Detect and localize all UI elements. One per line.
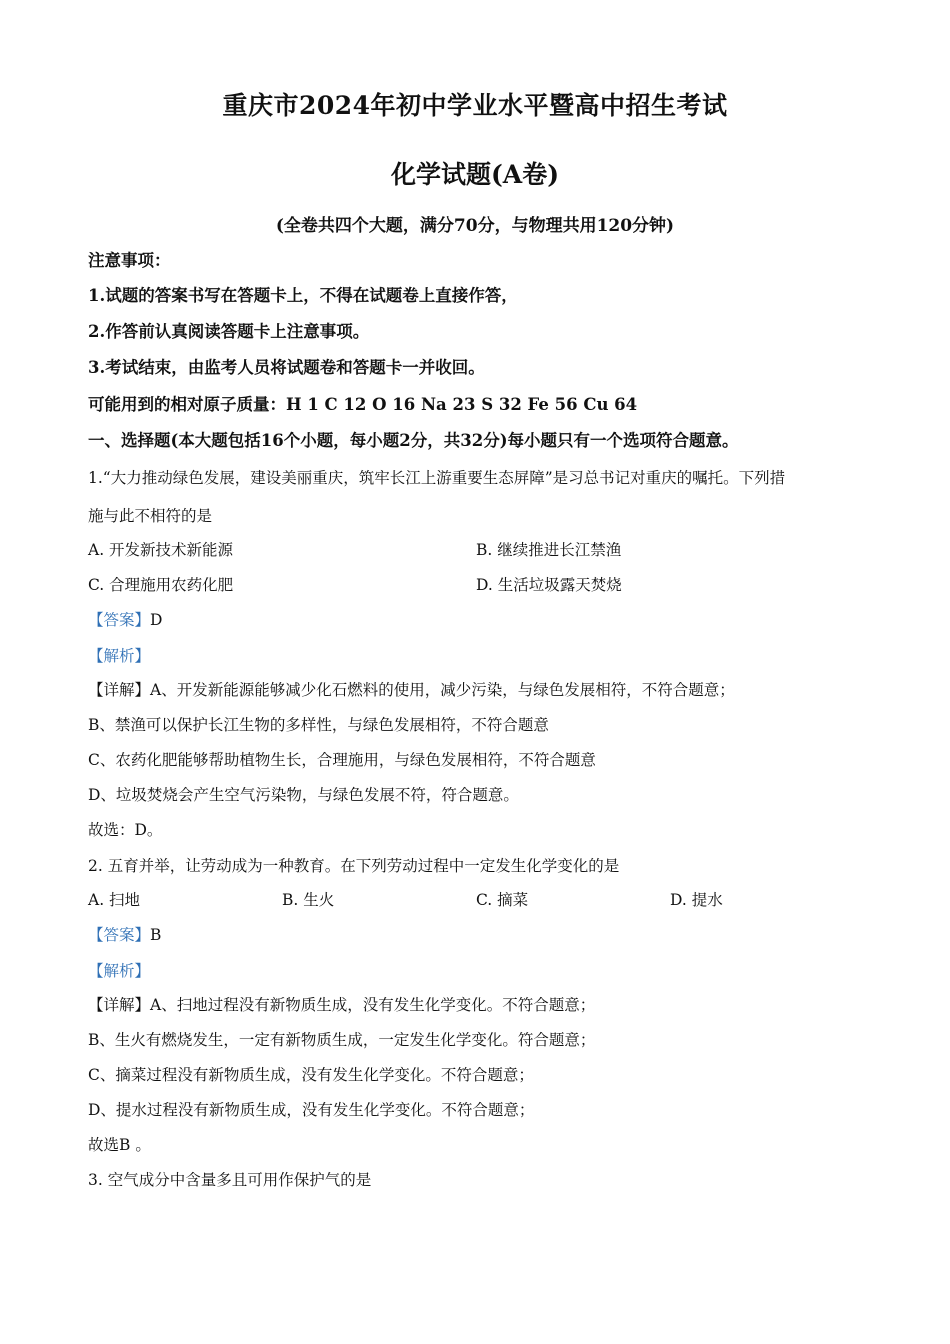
q2-stem: 2. 五育并举，让劳动成为一种教育。在下列劳动过程中一定发生化学变化的是	[88, 857, 620, 875]
q3-stem: 3. 空气成分中含量多且可用作保护气的是	[88, 1171, 372, 1189]
note-item-1: 1.试题的答案书写在答题卡上，不得在试题卷上直接作答，	[88, 286, 518, 305]
q1-option-a: A. 开发新技术新能源	[88, 541, 234, 559]
q1-analysis-label: 【解析】	[88, 647, 151, 665]
q2-option-c: C. 摘菜	[476, 891, 529, 909]
exam-info: (全卷共四个大题，满分70分，与物理共用120分钟)	[275, 216, 675, 236]
q1-option-d: D. 生活垃圾露天焚烧	[476, 576, 622, 594]
q1-detail-2: B、禁渔可以保护长江生物的多样性，与绿色发展相符，不符合题意	[88, 716, 549, 734]
q1-detail-4: D、垃圾焚烧会产生空气污染物，与绿色发展不符，符合题意。	[88, 786, 519, 804]
q1-stem-line2: 施与此不相符的是	[88, 507, 213, 525]
q2-detail-4: D、提水过程没有新物质生成，没有发生化学变化。不符合题意；	[88, 1101, 535, 1119]
q2-answer-label: 【答案】	[88, 926, 151, 944]
q2-answer-value: B	[150, 926, 162, 944]
exam-title: 重庆市2024年初中学业水平暨高中招生考试	[222, 91, 728, 120]
atomic-mass-line: 可能用到的相对原子质量：H 1 C 12 O 16 Na 23 S 32 Fe 56 Cu 64	[88, 395, 638, 414]
q2-option-d: D. 提水	[670, 891, 723, 909]
q2-option-b: B. 生火	[282, 891, 335, 909]
q2-detail-5: 故选B 。	[88, 1136, 151, 1154]
notes-heading: 注意事项：	[88, 251, 171, 270]
q1-detail-1: 【详解】A、开发新能源能够减少化石燃料的使用，减少污染，与绿色发展相符，不符合题意；	[88, 681, 735, 699]
note-item-3: 3.考试结束，由监考人员将试题卷和答题卡一并收回。	[88, 358, 485, 377]
section1-heading: 一、选择题(本大题包括16个小题，每小题2分，共32分)每小题只有一个选项符合题意。	[88, 431, 739, 450]
q1-answer-label: 【答案】	[88, 611, 151, 629]
q1-detail-3: C、农药化肥能够帮助植物生长，合理施用，与绿色发展相符，不符合题意	[88, 751, 596, 769]
q2-detail-3: C、摘菜过程没有新物质生成，没有发生化学变化。不符合题意；	[88, 1066, 534, 1084]
q1-answer	[88, 610, 162, 630]
q2-analysis-label: 【解析】	[88, 962, 151, 980]
note-item-2: 2.作答前认真阅读答题卡上注意事项。	[88, 322, 370, 341]
q1-option-b: B. 继续推进长江禁渔	[476, 541, 622, 559]
q1-answer-value: D	[150, 611, 163, 629]
exam-subtitle: 化学试题(A卷)	[390, 160, 560, 189]
q2-answer	[88, 925, 161, 945]
q2-detail-1: 【详解】A、扫地过程没有新物质生成，没有发生化学变化。不符合题意；	[88, 996, 596, 1014]
q1-option-c: C. 合理施用农药化肥	[88, 576, 234, 594]
q1-stem-line1: 1.“大力推动绿色发展，建设美丽重庆，筑牢长江上游重要生态屏障”是习总书记对重庆的嘱托。下列措	[88, 469, 786, 487]
q2-option-a: A. 扫地	[88, 891, 141, 909]
q1-detail-5: 故选：D。	[88, 821, 163, 839]
q2-detail-2: B、生火有燃烧发生，一定有新物质生成，一定发生化学变化。符合题意；	[88, 1031, 596, 1049]
